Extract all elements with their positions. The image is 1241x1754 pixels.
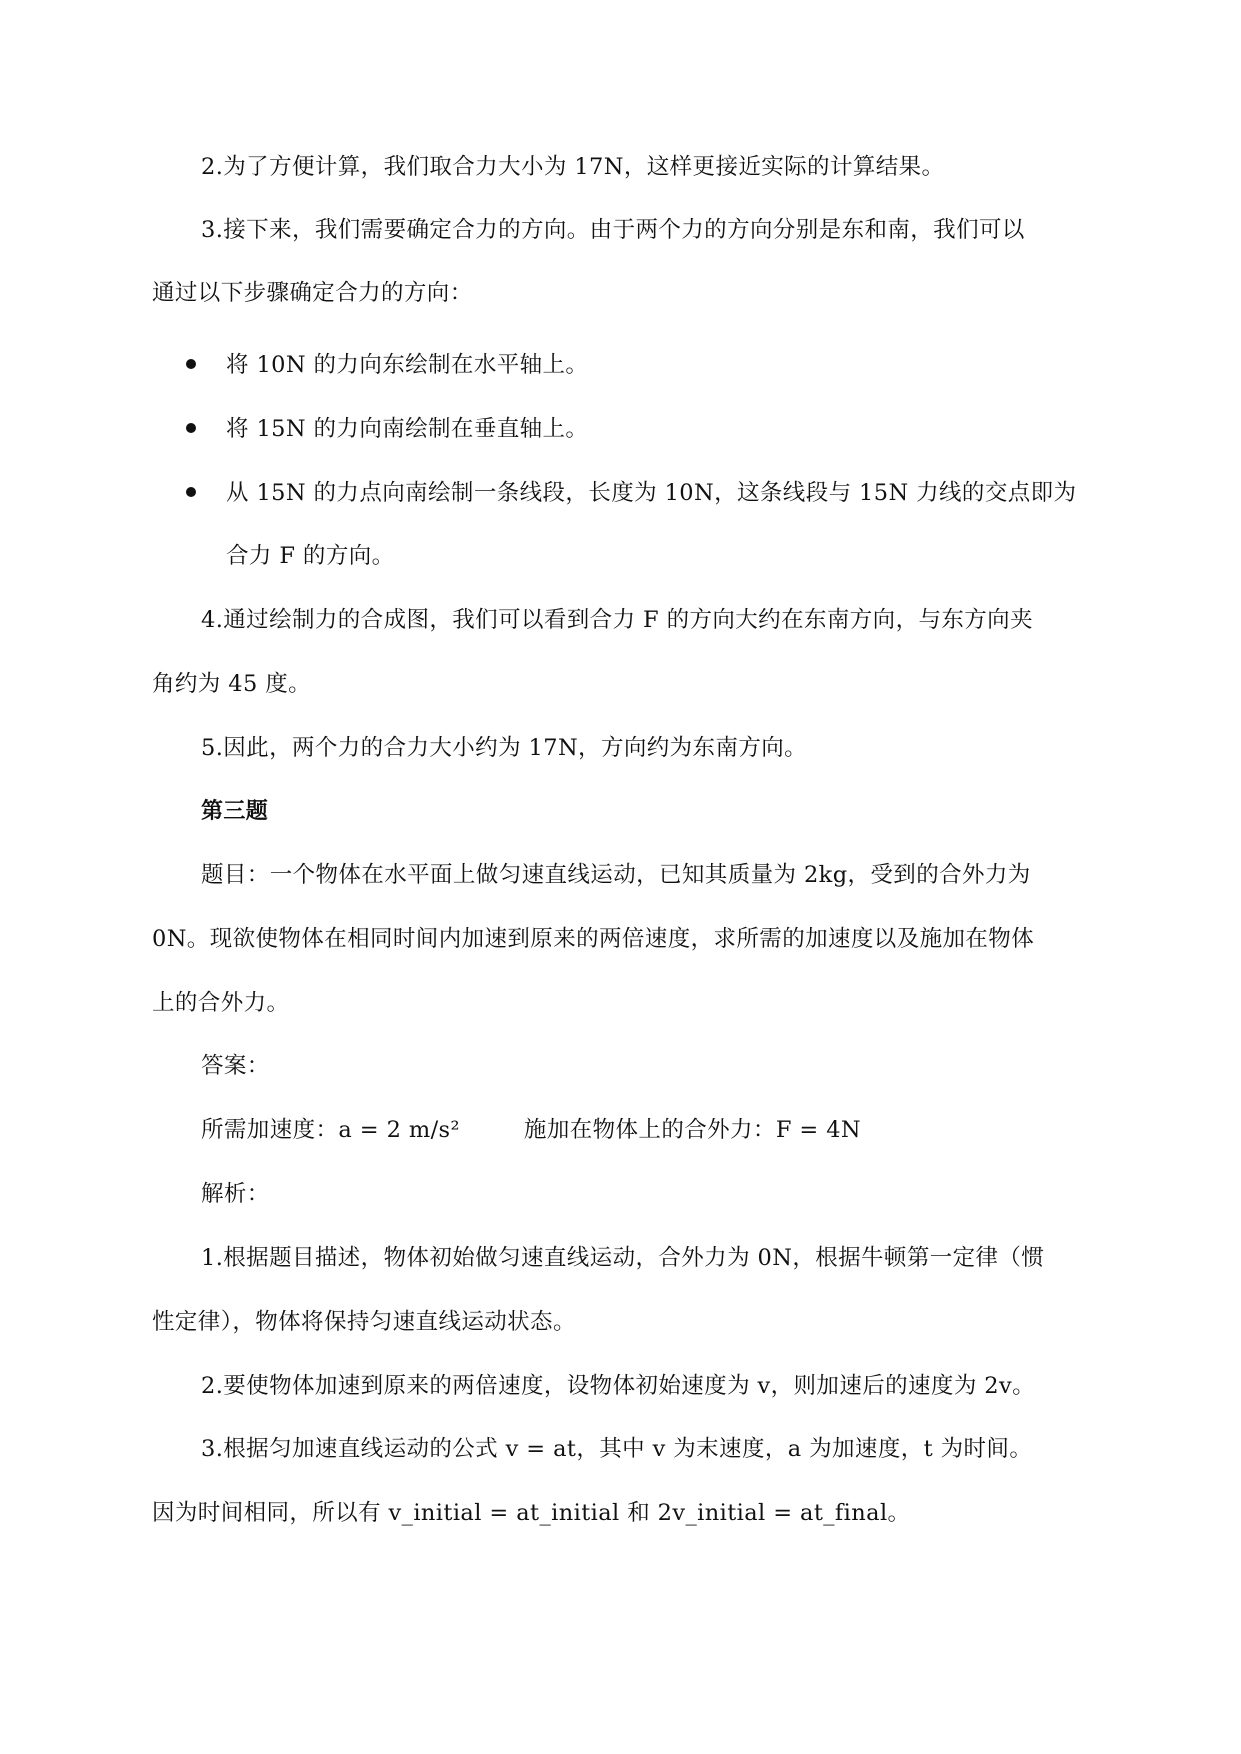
paragraph-step-3-line-2: 通过以下步骤确定合力的方向： xyxy=(152,280,473,306)
question-line-1: 题目：一个物体在水平面上做匀速直线运动，已知其质量为 2kg，受到的合外力为 xyxy=(201,862,1031,888)
bullet-item-3-line-2: 合力 F 的方向。 xyxy=(226,543,395,569)
bullet-dot-icon xyxy=(186,423,196,433)
paragraph-step-5: 5.因此，两个力的合力大小约为 17N，方向约为东南方向。 xyxy=(201,735,808,761)
bullet-item-1: 将 10N 的力向东绘制在水平轴上。 xyxy=(226,352,589,378)
answer-label: 答案： xyxy=(201,1053,270,1079)
analysis-step-3-line-1: 3.根据匀加速直线运动的公式 v = at，其中 v 为末速度，a 为加速度，t 为时间。 xyxy=(201,1436,1033,1462)
paragraph-step-4-line-2: 角约为 45 度。 xyxy=(152,671,312,697)
analysis-label: 解析： xyxy=(201,1181,270,1207)
answer-force: 施加在物体上的合外力：F = 4N xyxy=(523,1117,861,1143)
answer-acceleration: 所需加速度：a = 2 m/s² xyxy=(201,1117,460,1143)
analysis-step-2: 2.要使物体加速到原来的两倍速度，设物体初始速度为 v，则加速后的速度为 2v。 xyxy=(201,1373,1036,1399)
bullet-dot-icon xyxy=(186,359,196,369)
answer-line xyxy=(201,1115,861,1145)
question-line-2: 0N。现欲使物体在相同时间内加速到原来的两倍速度，求所需的加速度以及施加在物体 xyxy=(152,926,1035,952)
bullet-item-2: 将 15N 的力向南绘制在垂直轴上。 xyxy=(226,416,589,442)
paragraph-step-2: 2.为了方便计算，我们取合力大小为 17N，这样更接近实际的计算结果。 xyxy=(201,154,945,180)
analysis-step-3-line-2: 因为时间相同，所以有 v_initial = at_initial 和 2v_initial = at_final。 xyxy=(152,1500,911,1526)
question-line-3: 上的合外力。 xyxy=(152,990,290,1016)
bullet-item-3-line-1: 从 15N 的力点向南绘制一条线段，长度为 10N，这条线段与 15N 力线的交点即为 xyxy=(226,480,1077,506)
analysis-step-1-line-1: 1.根据题目描述，物体初始做匀速直线运动，合外力为 0N，根据牛顿第一定律（惯 xyxy=(201,1245,1045,1271)
section-heading: 第三题 xyxy=(201,799,269,824)
paragraph-step-3-line-1: 3.接下来，我们需要确定合力的方向。由于两个力的方向分别是东和南，我们可以 xyxy=(201,217,1025,243)
paragraph-step-4-line-1: 4.通过绘制力的合成图，我们可以看到合力 F 的方向大约在东南方向，与东方向夹 xyxy=(201,607,1033,633)
bullet-dot-icon xyxy=(186,487,196,497)
analysis-step-1-line-2: 性定律），物体将保持匀速直线运动状态。 xyxy=(152,1309,576,1335)
